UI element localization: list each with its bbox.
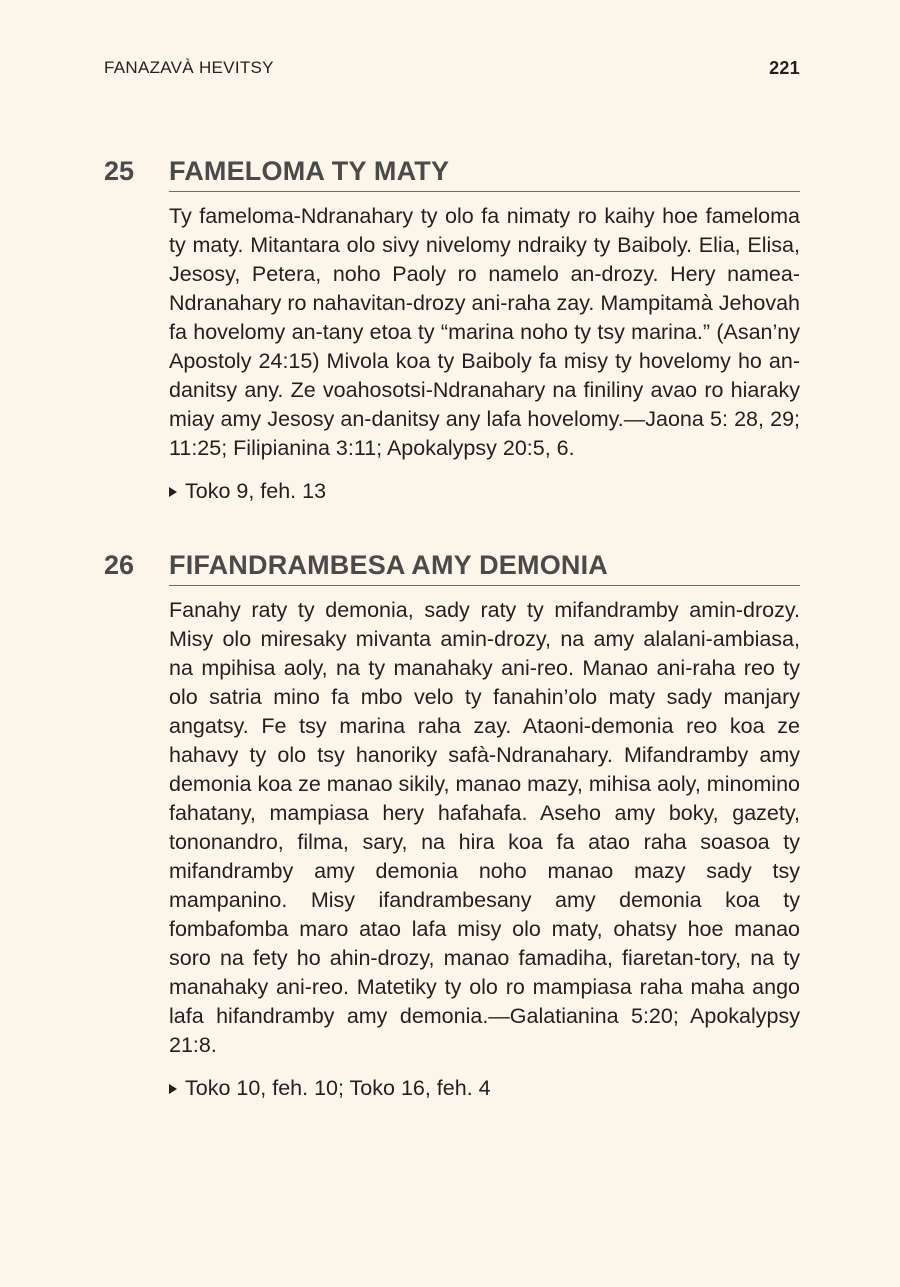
- entry-title: FIFANDRAMBESA AMY DEMONIA: [169, 550, 800, 586]
- running-title: FANAZAVÀ HEVITSY: [104, 58, 274, 77]
- glossary-entry-26: [104, 550, 800, 1103]
- entry-heading: [104, 550, 800, 588]
- cross-reference-text: Toko 10, feh. 10; Toko 16, feh. 4: [185, 1076, 491, 1100]
- entry-body: Ty fameloma-Ndranahary ty olo fa nimaty ro kaihy hoe fameloma ty maty. Mitantara olo sivy nivelomy ndraiky ty Baiboly. Elia, Elisa, Jesosy, Petera, noho Paoly ro namelo an-drozy. Hery namea-Ndranahary ro nahavitan-drozy ani-raha zay. Mampitamà Jehovah fa hovelomy an-tany etoa ty “marina noho ty tsy marina.” (Asan’ny Apostoly 24:15) Mivola koa ty Baiboly fa misy ty hovelomy ho an-danitsy any. Ze voahosotsi-Ndranahary na finiliny avao ro hiaraky miay amy Jesosy an-danitsy any lafa hovelomy.—Jaona 5: 28, 29; 11:25; Filipianina 3:11; Apokalypsy 20:5, 6.: [169, 204, 800, 460]
- entry-number: 26: [104, 550, 135, 580]
- running-head: [104, 58, 800, 82]
- glossary-entry-25: [104, 156, 800, 506]
- cross-reference-text: Toko 9, feh. 13: [185, 479, 327, 503]
- play-arrow-icon: [169, 1084, 177, 1094]
- entry-title: FAMELOMA TY MATY: [169, 156, 800, 192]
- page-number: 221: [769, 58, 800, 78]
- cross-reference[interactable]: [169, 1074, 800, 1103]
- cross-reference[interactable]: [169, 477, 800, 506]
- play-arrow-icon: [169, 487, 177, 497]
- entry-body: Fanahy raty ty demonia, sady raty ty mifandramby amin-drozy. Misy olo miresaky mivanta amin-drozy, na amy alalani-ambiasa, na mpihisa aoly, na ty manahaky ani-reo. Manao ani-raha reo ty olo satria mino fa mbo velo ty fanahin’olo maty sady manjary angatsy. Fe tsy marina raha zay. Ataoni-demonia reo koa ze hahavy ty olo tsy hanoriky safà-Ndranahary. Mifandramby amy demonia koa ze manao sikily, manao mazy, mihisa aoly, minomino fahatany, mampiasa hery hafahafa. Aseho amy boky, gazety, tononandro, filma, sary, na hira koa fa atao raha soasoa ty mifandramby amy demonia noho manao mazy sady tsy mampanino. Misy ifandrambesany amy demonia koa ty fombafomba maro atao lafa misy olo maty, ohatsy hoe manao soro na fety ho ahin-drozy, manao famadiha, fiaretan-tory, na ty manahaky ani-reo. Matetiky ty olo ro mampiasa raha maha ango lafa hifandramby amy demonia.—Galatianina 5:20; Apokalypsy 21:8.: [169, 598, 800, 1057]
- entry-number: 25: [104, 156, 135, 186]
- entry-heading: [104, 156, 800, 194]
